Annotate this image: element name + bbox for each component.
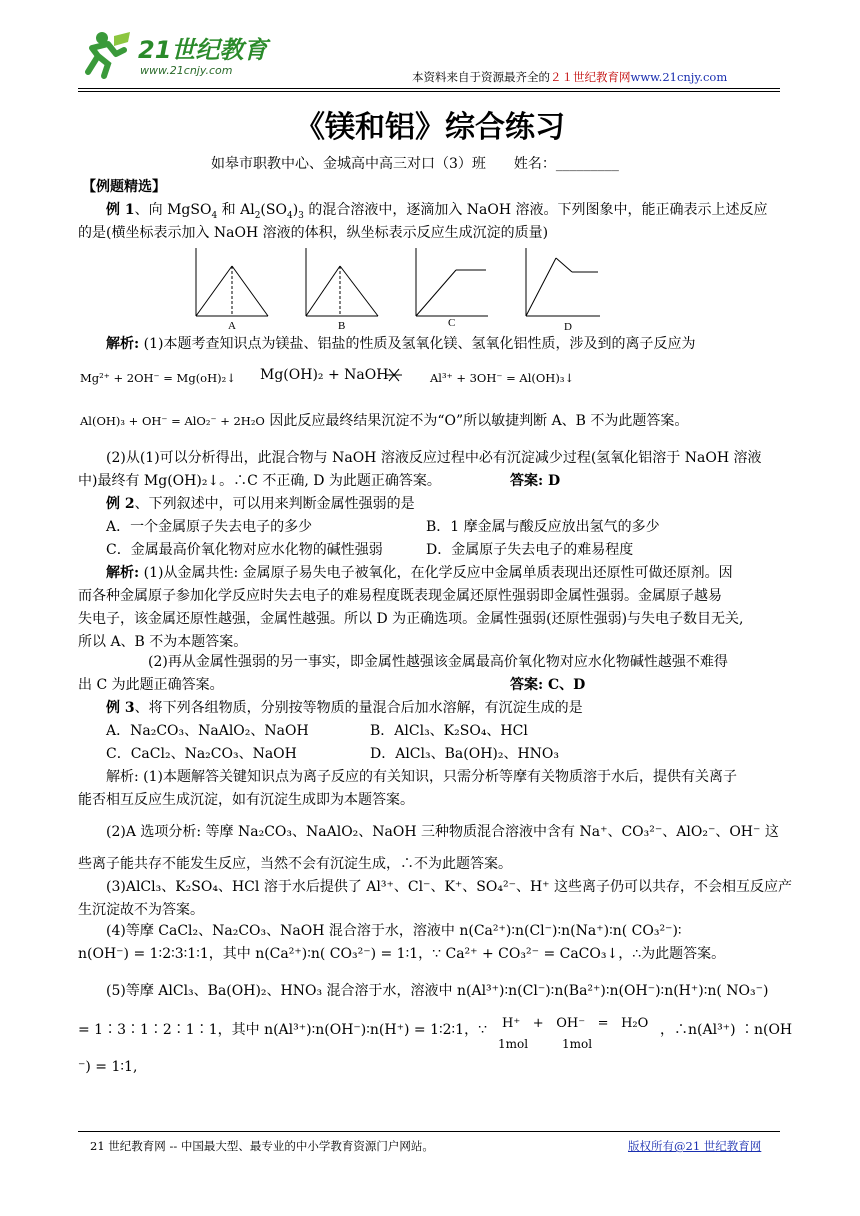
ex1-analysis2: (2)从(1)可以分析得出，此混合物与 NaOH 溶液反应过程中必有沉淀减少过程(氢氧化铝溶于 NaOH 溶液 [106,450,762,466]
ex3-p5-l3: ⁻) = 1∶1, [78,1059,138,1075]
ex2-analysis2: (2)再从金属性强弱的另一事实，即金属性越强该金属最高价氧化物对应水化物碱性越强不难得 [148,654,728,670]
ex1-question: 例 1、向 MgSO$_4$ 和 $Al_2(SO_4)_3$ 的混合溶液中，逐滴加入 NaOH 溶液。下列图象中，能正确表示上述反应 [106,202,768,221]
ex3-p3-l2: 生沉淀故不为答案。 [78,902,204,918]
ex1-analysis: 解析: (1)本题考查知识点为镁盐、铝盐的性质及氢氧化镁、氢氧化铝性质，涉及到的离子反应为 [106,336,696,352]
footer-rule [78,1131,780,1132]
footer-left: 21 世纪教育网 -- 中国最大型、最专业的中小学教育资源门户网站。 [90,1139,434,1153]
logo-runner-icon [78,28,288,80]
graph-c [416,248,488,316]
ex2-option-c: C．金属最高价氧化物对应水化物的碱性强弱 [106,542,383,558]
ex2-option-b: B．1 摩金属与酸反应放出氢气的多少 [426,519,660,535]
ex3-p5-mol1: 1mol [498,1037,529,1051]
header-rule-2 [78,91,780,92]
ex1-eq2: Mg(OH)₂ + NaOH [260,364,408,387]
ex2-analysis-l4: 所以 A、B 不为本题答案。 [78,634,248,650]
ex3-p3: (3)AlCl₃、K₂SO₄、HCl 溶于水后提供了 Al³⁺、Cl⁻、K⁺、SO₄²⁻、H⁺ 这些离子仍可以共存，不会相互反应产 [106,879,793,895]
ex1-question-line2: 的是(横坐标表示加入 NaOH 溶液的体积，纵坐标表示反应生成沉淀的质量) [78,225,549,241]
graph-label-a: A [228,320,236,332]
graph-label-d: D [564,321,572,333]
graph-d [526,248,600,316]
ex3-p5-mol2: 1mol [562,1037,593,1051]
ex2-question: 例 2、下列叙述中，可以用来判断金属性强弱的是 [106,496,415,512]
ex3-question: 例 3、将下列各组物质，分别按等物质的量混合后加水溶解，有沉淀生成的是 [106,700,583,716]
ex2-option-d: D．金属原子失去电子的难易程度 [426,542,634,558]
header-rule [78,88,780,89]
ex2-analysis: 解析: (1)从金属共性: 金属原子易失电子被氧化，在化学反应中金属单质表现出还原性可做还原剂。因 [106,565,733,581]
ex3-p5: (5)等摩 AlCl₃、Ba(OH)₂、HNO₃ 混合溶于水，溶液中 n(Al³⁺)∶n(Cl⁻)∶n(Ba²⁺)∶n(OH⁻)∶n(H⁺)∶n( NO₃⁻) [106,983,769,999]
ex3-option-b: B．AlCl₃、K₂SO₄、HCl [370,723,528,739]
header-source-text: 本资料来自于资源最齐全的２１世纪教育网www.21cnjy.com [412,70,728,84]
ex2-analysis-l2: 而各种金属原子参加化学反应时失去电子的难易程度既表现金属还原性强弱即金属性强弱。金属原子越易 [78,588,722,604]
ex2-analysis-l3: 失电子，该金属还原性越强，金属性越强。所以 D 为正确选项。金属性强弱(还原性强弱)与失电子数目无关, [78,611,744,627]
ex3-p5-equation: H⁺ + OH⁻ = H₂O [502,1016,649,1031]
ex3-p4: (4)等摩 CaCl₂、Na₂CO₃、NaOH 混合溶于水，溶液中 n(Ca²⁺)∶n(Cl⁻)∶n(Na⁺)∶n( CO₃²⁻)∶ [106,923,682,939]
ex3-p5-tail: ，∴n(Al³⁺) ∶n(OH [660,1022,793,1038]
ex3-p4-l2: n(OH⁻) = 1∶2∶3∶1∶1，其中 n(Ca²⁺)∶n( CO₃²⁻) = 1∶1，∵ Ca²⁺ + CO₃²⁻ = CaCO₃↓，∴为此题答案。 [78,946,726,962]
ex3-analysis: 解析: (1)本题解答关键知识点为离子反应的有关知识，只需分析等摩有关物质溶于水后，提供有关离子 [106,769,737,785]
graph-b [306,248,378,316]
ex1-eq3: Al³⁺ + 3OH⁻ = Al(OH)₃↓ [430,371,575,385]
graph-label-c: C [448,317,456,329]
ex3-p2: (2)A 选项分析: 等摩 Na₂CO₃、NaAlO₂、NaOH 三种物质混合溶液中含有 Na⁺、CO₃²⁻、AlO₂⁻、OH⁻ 这 [106,824,779,840]
header-site-link[interactable]: www.21cnjy.com [630,70,728,84]
svg-text:21世纪教育: 21世纪教育 [138,36,268,64]
ex3-option-c: C．CaCl₂、Na₂CO₃、NaOH [106,746,297,762]
graph-a [196,248,268,316]
ex1-analysis2-line2: 中)最终有 Mg(OH)₂↓。∴C 不正确, D 为此题正确答案。 [78,473,441,489]
ex2-analysis2-l2: 出 C 为此题正确答案。 [78,677,224,693]
ex1-eq1: Mg²⁺ + 2OH⁻ = Mg(oH)₂↓ [80,371,236,385]
subtitle: 如皋市职教中心、金城高中高三对口（3）班 姓名：_________ [211,156,619,172]
graph-label-b: B [338,320,346,332]
ex2-option-a: A．一个金属原子失去电子的多少 [106,519,313,535]
ex3-p2-l2: 些离子能共存不能发生反应，当然不会有沉淀生成，∴不为此题答案。 [78,856,512,872]
footer-copyright-link[interactable]: 版权所有@21 世纪教育网 [628,1139,762,1153]
svg-text:www.21cnjy.com: www.21cnjy.com [140,64,233,77]
ex2-answer: 答案: C、D [510,677,586,693]
ex1-answer: 答案: D [510,473,561,489]
ex3-analysis-l2: 能否相互反应生成沉淀，如有沉淀生成即为本题答案。 [78,792,414,808]
ex1-eq4-line: Al(OH)₃ + OH⁻ = AlO₂⁻ + 2H₂O 因此反应最终结果沉淀不为“O”所以敏捷判断 A、B 不为此题答案。 [80,413,689,429]
page-title: 《镁和铝》综合练习 [295,110,565,145]
no-reaction-mark-icon [384,367,404,383]
ex3-p5-l2: = 1∶3∶1∶2∶1∶1，其中 n(Al³⁺)∶n(OH⁻)∶n(H⁺) = 1∶2∶1，∵ [78,1022,487,1038]
section-heading: 【例题精选】 [82,179,166,195]
ex1-graphs [180,244,620,334]
ex3-option-d: D．AlCl₃、Ba(OH)₂、HNO₃ [370,746,560,762]
site-logo [78,28,288,80]
ex3-option-a: A．Na₂CO₃、NaAlO₂、NaOH [106,723,309,739]
